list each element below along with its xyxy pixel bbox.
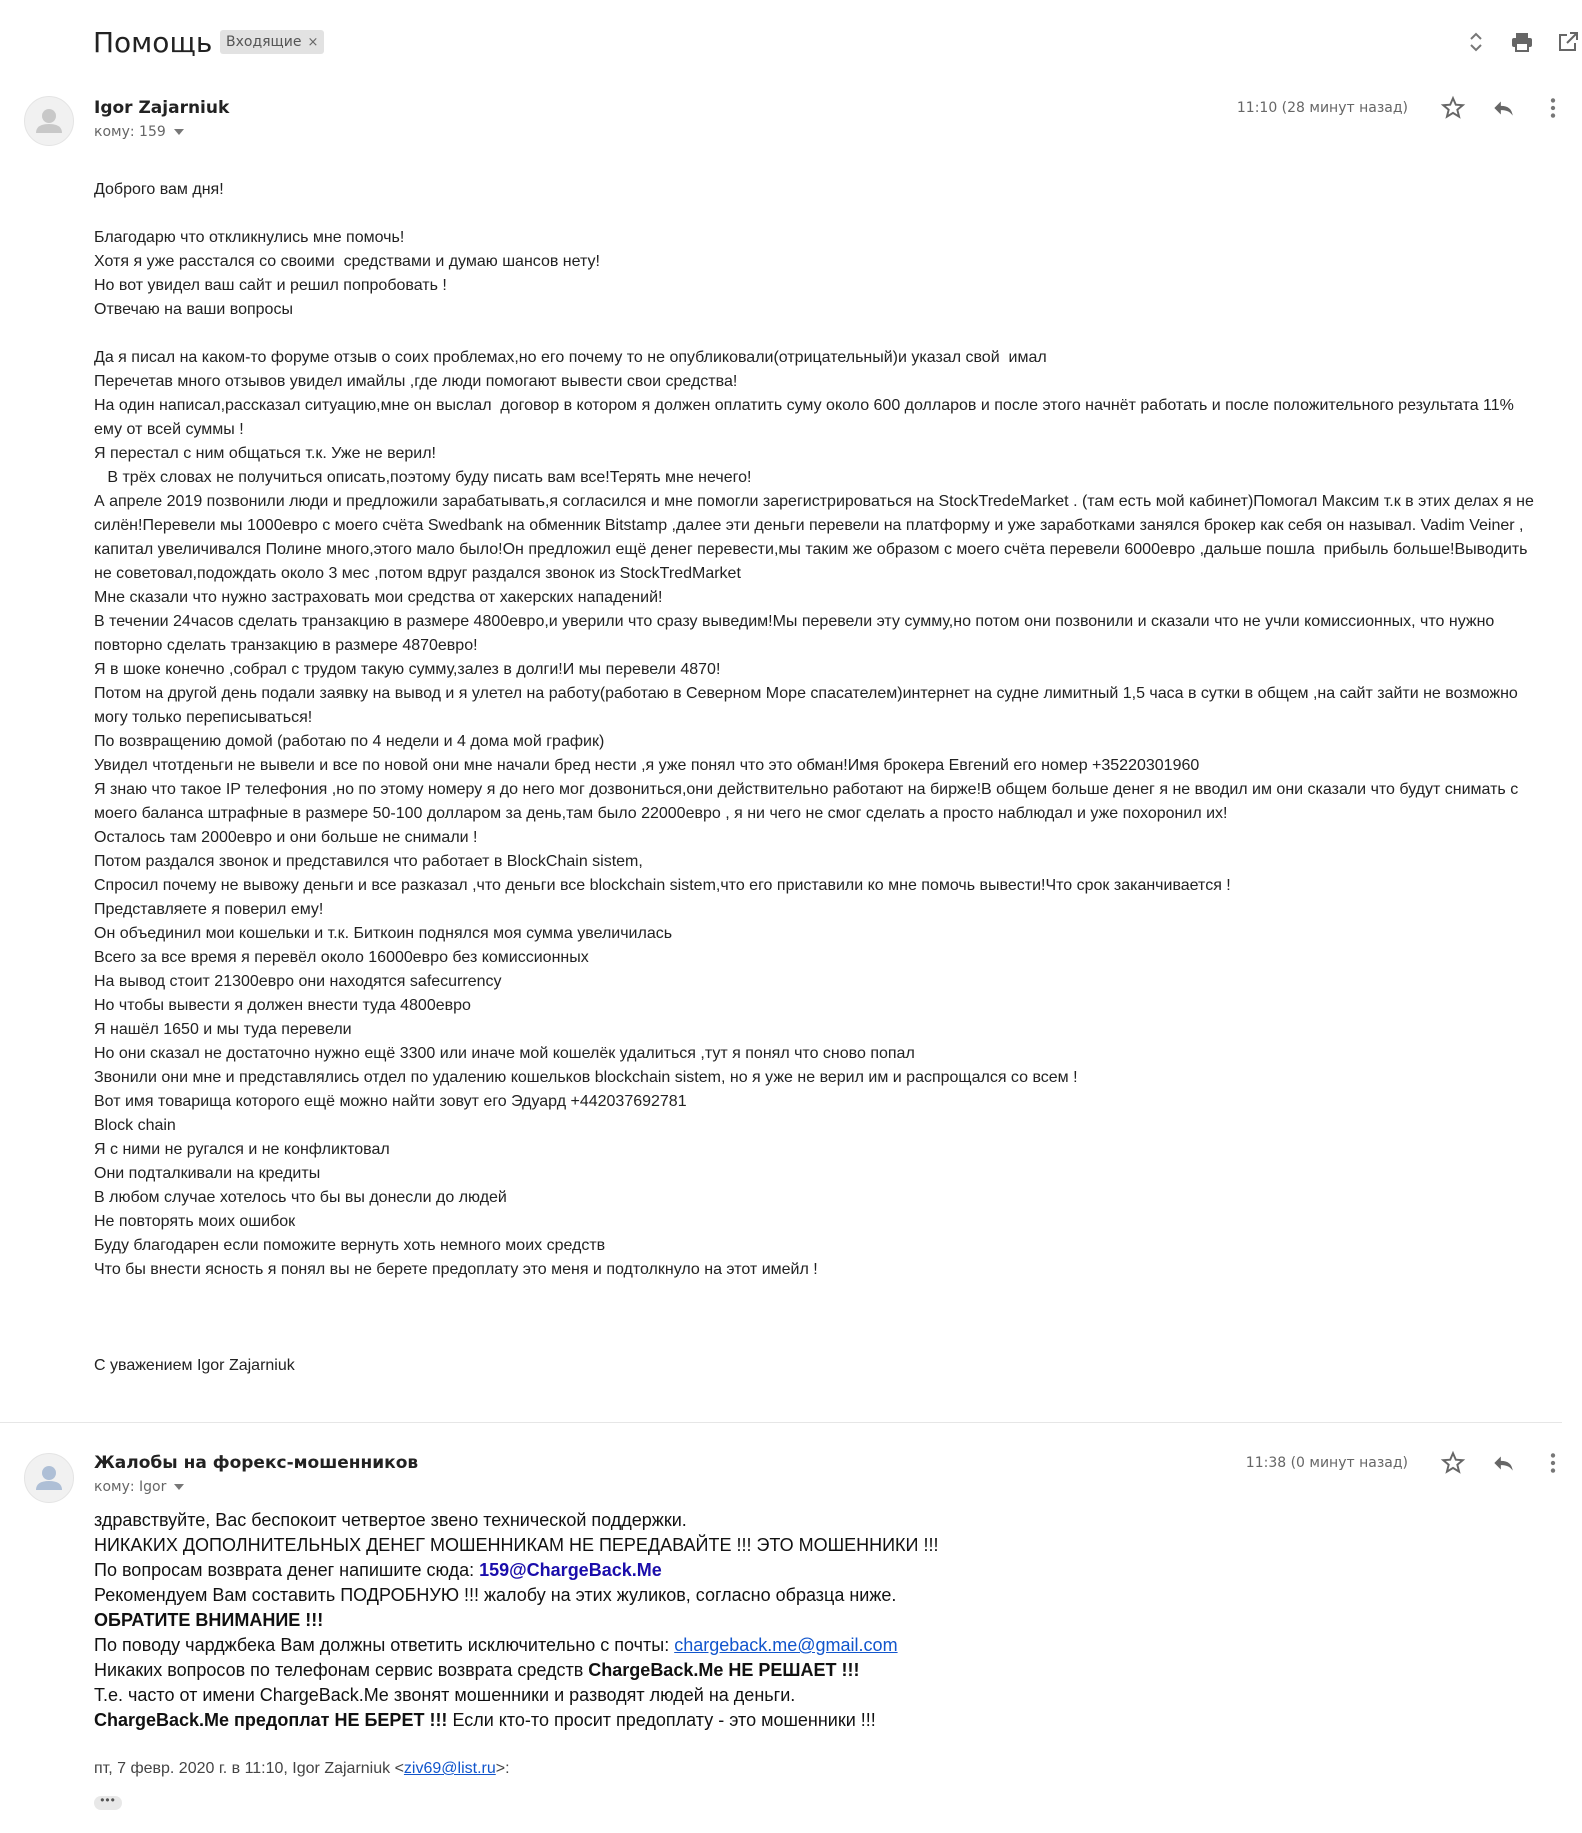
body-line: здравствуйте, Вас беспокоит четвертое звено технической поддержки.: [94, 1510, 687, 1530]
body-line: Вот имя товарища которого ещё можно найти зовут его Эдуард +442037692781: [94, 1093, 687, 1110]
body-line: Но чтобы вывести я должен внести туда 4800евро: [94, 997, 471, 1014]
message-time: 11:10 (28 минут назад): [1236, 100, 1408, 116]
body-line: Да я писал на каком-то форуме отзыв о соих проблемах,но его почему то не опубликовали(отрицательный)и указал свой имал: [94, 349, 1047, 366]
body-line: Я знаю что такое IP телефония ,но по этому номеру я до него мог дозвониться,они действительно работают на бирже!В общем больше денег я не вводил им они сказали что будут снимать с: [94, 781, 1519, 798]
body-line: Благодарю что откликнулись мне помочь!: [94, 229, 405, 246]
body-line: ОБРАТИТЕ ВНИМАНИЕ !!!: [94, 1610, 324, 1630]
sender-name[interactable]: Igor Zajarniuk: [94, 98, 230, 118]
body-line: Никаких вопросов по телефонам сервис возврата средств ChargeBack.Me НЕ РЕШАЕТ !!!: [94, 1660, 860, 1680]
print-icon[interactable]: [1510, 30, 1534, 54]
body-line: По возвращению домой (работаю по 4 недели и 4 дома мой график): [94, 733, 605, 750]
body-line: Но они сказал не достаточно нужно ещё 3300 или иначе мой кошелёк удалиться ,тут я понял что сново попал: [94, 1045, 915, 1062]
thread-subject: Помощь: [93, 26, 213, 59]
body-line: Но вот увидел ваш сайт и решил попробовать !: [94, 277, 447, 294]
body-line: Увидел чтотденьги не вывели и все по новой они мне начали бред нести ,я уже понял что это обман!Имя брокера Евгений его номер +35220301960: [94, 757, 1200, 774]
body-line: капитал увеличивался Полине много,этого мало было!Он предложил ещё денег перевести,мы таким же образом с моего счёта перевели 6000евро ,дальше пошла прибыль больше!Выводить: [94, 541, 1528, 558]
avatar: [24, 96, 74, 146]
body-line: [94, 202, 1564, 226]
body-line: Осталось там 2000евро и они больше не снимали !: [94, 829, 478, 846]
chevron-down-icon: [174, 129, 184, 135]
quote-attribution: пт, 7 февр. 2020 г. в 11:10, Igor Zajarniuk <ziv69@list.ru>:: [94, 1760, 510, 1777]
body-line: не советовал,подождать около 3 мес ,потом вдруг раздался звонок из StockTredMarket: [94, 565, 741, 582]
recipients-dropdown[interactable]: [94, 1479, 184, 1495]
person-icon: [25, 97, 73, 145]
body-line: Доброго вам дня!: [94, 181, 224, 198]
body-line: Я в шоке конечно ,собрал с трудом такую сумму,залез в долги!И мы перевели 4870!: [94, 661, 721, 678]
body-line: В течении 24часов сделать транзакцию в размере 4800евро,и уверили что сразу выведим!Мы перевели эту сумму,но потом они позвонили и сказали что не учли комиссионных, что нужно: [94, 613, 1495, 630]
message-1-header[interactable]: [0, 90, 1582, 160]
body-line: По вопросам возврата денег напишите сюда: 159@ChargeBack.Me: [94, 1560, 662, 1580]
body-line: Я перестал с ним общаться т.к. Уже не верил!: [94, 445, 436, 462]
inbox-label-chip[interactable]: [220, 30, 324, 54]
body-line: повторно сделать транзакцию в размере 4870евро!: [94, 637, 478, 654]
body-line: Звонили они мне и представлялись отдел по удалению кошельков blockchain sistem, но я уже не верил им и распрощался со всем !: [94, 1069, 1078, 1086]
body-line: А апреле 2019 позвонили люди и предложили зарабатывать,я согласился и мне помогли зарегистрироваться на StockTredeMarket . (там есть мой кабинет)Помогал Максим т.к в этих делах я не: [94, 493, 1534, 510]
label-text: Входящие: [226, 34, 302, 50]
body-line: [94, 322, 1564, 346]
thread-header: [0, 0, 1582, 80]
body-line: Рекомендуем Вам составить ПОДРОБНУЮ !!! жалобу на этих жуликов, согласно образца ниже.: [94, 1585, 897, 1605]
body-line: [94, 1306, 1564, 1330]
body-line: Потом на другой день подали заявку на вывод и я улетел на работу(работаю в Северном Море спасателем)интернет на судне лимитный 1,5 часа в сутки в общем ,на сайт зайти не возможно: [94, 685, 1518, 702]
gmail-link[interactable]: chargeback.me@gmail.com: [674, 1635, 898, 1655]
body-line: В любом случае хотелось что бы вы донесли до людей: [94, 1189, 507, 1206]
star-icon[interactable]: [1440, 1450, 1466, 1476]
body-line: могу только переписываться!: [94, 709, 313, 726]
body-line: Перечетав много отзывов увидел имайлы ,где люди помогают вывести свои средства!: [94, 373, 738, 390]
body-line: По поводу чарджбека Вам должны ответить исключительно с почты: chargeback.me@gmail.com: [94, 1635, 898, 1655]
more-options-icon[interactable]: [1540, 95, 1566, 121]
message-2-body: [94, 1508, 1564, 1733]
message-divider: [0, 1422, 1562, 1423]
body-line: ему от всей суммы !: [94, 421, 244, 438]
body-line: Потом раздался звонок и представился что работает в BlockChain sistem,: [94, 853, 643, 870]
chargeback-email[interactable]: 159@ChargeBack.Me: [479, 1560, 662, 1580]
avatar: [24, 1453, 74, 1503]
body-line: Всего за все время я перевёл около 16000евро без комиссионных: [94, 949, 589, 966]
body-line: На вывод стоит 21300евро они находятся safecurrency: [94, 973, 502, 990]
person-icon: [25, 1454, 73, 1502]
body-line: Block chain: [94, 1117, 176, 1134]
body-line: НИКАКИХ ДОПОЛНИТЕЛЬНЫХ ДЕНЕГ МОШЕННИКАМ НЕ ПЕРЕДАВАЙТЕ !!! ЭТО МОШЕННИКИ !!!: [94, 1535, 939, 1555]
reply-icon[interactable]: [1490, 1450, 1516, 1476]
body-line: На один написал,рассказал ситуацию,мне он выслал договор в котором я должен оплатить суму около 600 долларов и после этого начнёт работать и после положительного результата 11%: [94, 397, 1514, 414]
recipients-text: кому: 159: [94, 124, 166, 140]
body-line: моего баланса штрафные в размере 50-100 долларом за день,там было 22000евро , я ни чего не смог сделать а просто наблюдал и уже похоронил их!: [94, 805, 1228, 822]
body-line: Мне сказали что нужно застраховать мои средства от хакерских нападений!: [94, 589, 663, 606]
message-time: 11:38 (0 минут назад): [1245, 1455, 1408, 1471]
body-line: В трёх словах не получиться описать,поэтому буду писать вам все!Терять мне нечего!: [94, 469, 752, 486]
body-line: Он объединил мои кошельки и т.к. Биткоин поднялся моя сумма увеличилась: [94, 925, 673, 942]
body-line: Хотя я уже расстался со своими средствами и думаю шансов нету!: [94, 253, 600, 270]
body-line: Я с ними не ругался и не конфликтовал: [94, 1141, 390, 1158]
body-line: Т.е. часто от имени ChargeBack.Me звонят мошенники и разводят людей на деньги.: [94, 1685, 796, 1705]
body-line: С уважением Igor Zajarniuk: [94, 1357, 295, 1374]
star-icon[interactable]: [1440, 95, 1466, 121]
message-2-header[interactable]: [0, 1445, 1582, 1515]
sender-name[interactable]: Жалобы на форекс-мошенников: [94, 1453, 419, 1473]
body-line: Спросил почему не вывожу деньги и все разказал ,что деньги все blockchain sistem,что его приставили ко мне помочь вывести!Что срок заканчивается !: [94, 877, 1231, 894]
remove-label-button[interactable]: ×: [307, 35, 319, 50]
sender-email-link[interactable]: ziv69@list.ru: [403, 1760, 496, 1777]
body-line: Они подталкивали на кредиты: [94, 1165, 321, 1182]
expand-collapse-icon[interactable]: [1464, 30, 1488, 54]
body-line: Отвечаю на ваши вопросы: [94, 301, 293, 318]
chevron-down-icon: [174, 1484, 184, 1490]
body-line: Что бы внести ясность я понял вы не берете предоплату это меня и подтолкнуло на этот имейл !: [94, 1261, 818, 1278]
more-options-icon[interactable]: [1540, 1450, 1566, 1476]
body-line: ChargeBack.Me предоплат НЕ БЕРЕТ !!! Если кто-то просит предоплату - это мошенники !!!: [94, 1710, 876, 1730]
message-1-body: [94, 178, 1564, 1378]
body-line: [94, 1282, 1564, 1306]
body-line: Представляете я поверил ему!: [94, 901, 324, 918]
recipients-text: кому: Igor: [94, 1479, 167, 1495]
body-line: силён!Перевели мы 1000евро с моего счёта Swedbank на обменник Bitstamp ,далее эти деньги перевели на платформу и уже заработками занялся брокер как себя он называл. Vadim Veiner ,: [94, 517, 1524, 534]
body-line: Буду благодарен если поможите вернуть хоть немного моих средств: [94, 1237, 606, 1254]
body-line: Не повторять моих ошибок: [94, 1213, 296, 1230]
recipients-dropdown[interactable]: [94, 124, 184, 140]
reply-icon[interactable]: [1490, 95, 1516, 121]
open-new-window-icon[interactable]: [1556, 30, 1580, 54]
body-line: [94, 1330, 1564, 1354]
show-trimmed-content-button[interactable]: •••: [94, 1796, 122, 1810]
body-line: Я нашёл 1650 и мы туда перевели: [94, 1021, 352, 1038]
